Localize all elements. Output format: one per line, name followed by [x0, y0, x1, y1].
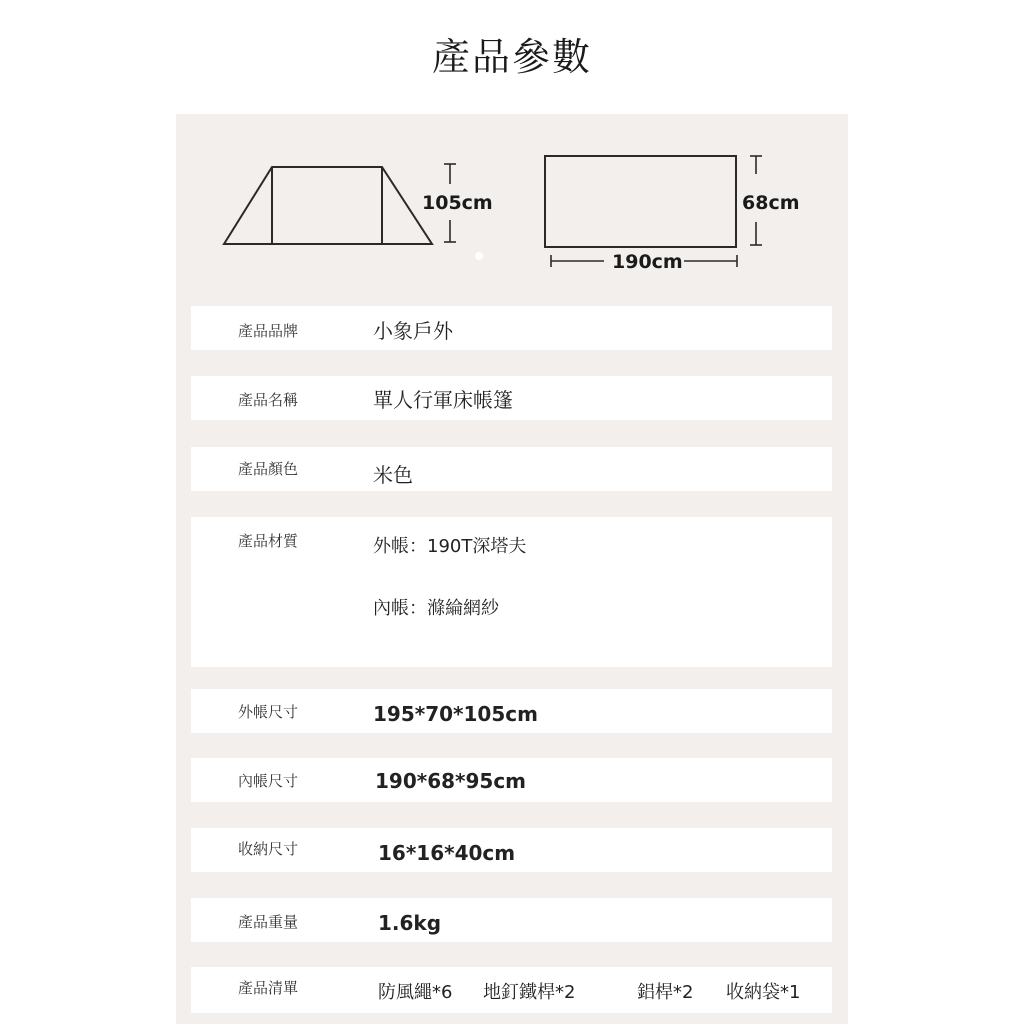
top-view-outline	[545, 156, 736, 247]
spec-value-brand: 小象戶外	[373, 319, 453, 343]
side-view-drawing	[224, 167, 432, 244]
spec-label-outer-size: 外帳尺寸	[238, 703, 299, 721]
spec-row-inner-size	[191, 758, 832, 802]
side-view-outline	[224, 167, 432, 244]
spec-row-material	[191, 517, 832, 667]
spec-label-inner-size: 內帳尺寸	[238, 772, 299, 790]
spec-row-pack-size	[191, 828, 832, 872]
spec-row-weight	[191, 898, 832, 942]
tent-dimension-diagram	[176, 114, 848, 304]
spec-row-name	[191, 376, 832, 420]
spec-label-name: 產品名稱	[238, 391, 299, 409]
dimension-diagram-svg	[176, 114, 848, 304]
spec-value-name: 單人行軍床帳篷	[373, 388, 513, 412]
spec-label-color: 產品顏色	[238, 460, 299, 478]
spec-row-brand	[191, 306, 832, 350]
spec-label-material: 產品材質	[238, 532, 299, 550]
width-label: 68cm	[742, 192, 800, 214]
page-title: 產品參數	[431, 35, 592, 79]
spec-row-outer-size	[191, 689, 832, 733]
contents-item: 地釘鐵桿*2	[483, 982, 576, 1003]
spec-value-material-inner: 內帳：滌綸網紗	[373, 598, 499, 619]
spec-row-color	[191, 447, 832, 491]
decorative-dot	[475, 252, 483, 260]
length-label: 190cm	[612, 251, 683, 273]
spec-value-outer-size: 195*70*105cm	[373, 702, 538, 726]
height-label: 105cm	[422, 192, 493, 214]
contents-item: 收納袋*1	[726, 982, 801, 1003]
spec-label-brand: 產品品牌	[238, 322, 299, 340]
spec-label-pack-size: 收納尺寸	[238, 840, 299, 858]
spec-value-inner-size: 190*68*95cm	[375, 769, 527, 793]
spec-value-pack-size: 16*16*40cm	[378, 841, 516, 865]
contents-item: 鋁桿*2	[637, 982, 694, 1003]
spec-row-contents	[191, 967, 832, 1013]
spec-label-weight: 產品重量	[238, 913, 299, 931]
spec-value-weight: 1.6kg	[378, 911, 442, 935]
contents-item: 防風繩*6	[378, 982, 453, 1003]
spec-value-material-outer: 外帳：190T深塔夫	[373, 536, 527, 557]
spec-label-contents: 產品清單	[238, 979, 299, 997]
spec-value-color: 米色	[373, 463, 413, 487]
